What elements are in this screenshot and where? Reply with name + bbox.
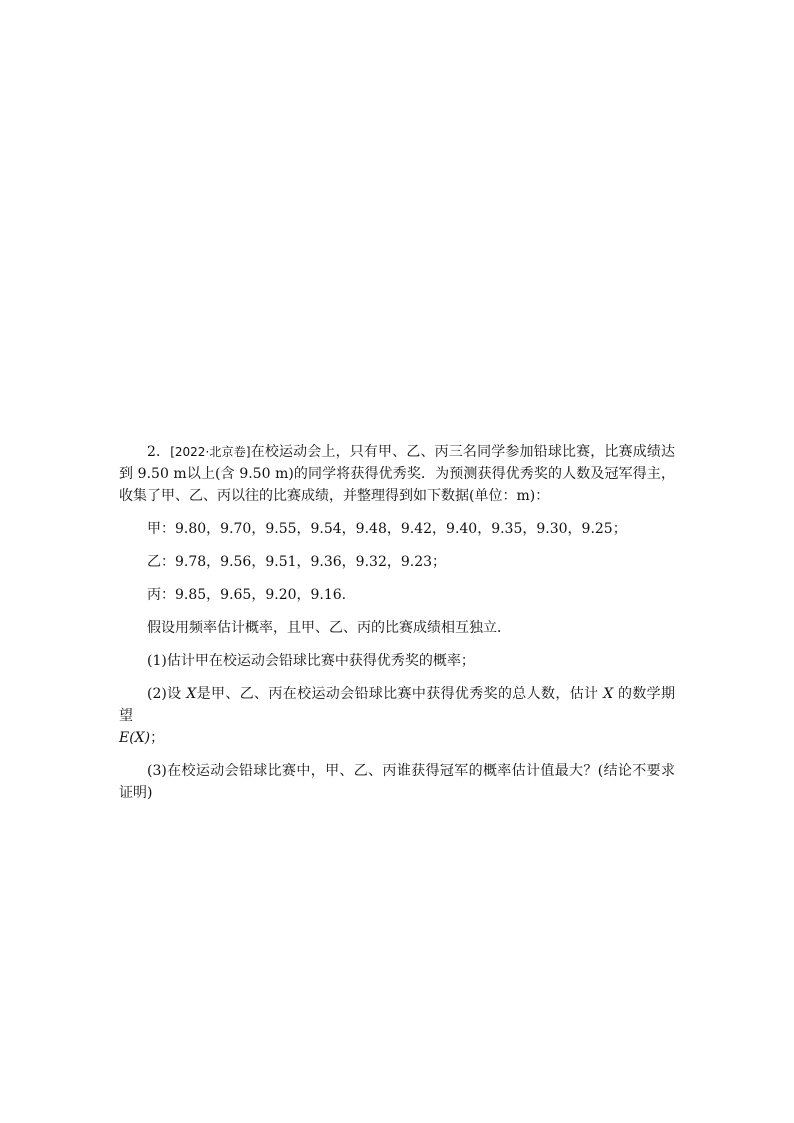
part-2-end: ；: [150, 730, 165, 746]
data-row-jia: 甲：9.80，9.70，9.55，9.54，9.48，9.42，9.40，9.35，9.30，9.25；: [147, 521, 627, 537]
question-part-3: (3)在校运动会铅球比赛中，甲、乙、丙谁获得冠军的概率估计值最大？(结论不要求证明): [119, 763, 675, 801]
part-2-suffix: 的数学期望: [119, 686, 676, 724]
question-source: [2022·北京卷]: [170, 445, 251, 459]
question-intro: [119, 441, 675, 507]
question-part-2: [119, 683, 675, 749]
data-row-yi: 乙：9.78，9.56，9.51，9.36，9.32，9.23；: [147, 554, 447, 570]
question-number: 2．: [147, 444, 171, 460]
part-2-middle: 是甲、乙、丙在校运动会铅球比赛中获得优秀奖的总人数，估计: [196, 686, 599, 702]
part-2-variable-x: X: [186, 686, 197, 702]
question-intro-text: 在校运动会上，只有甲、乙、丙三名同学参加铅球比赛，比赛成绩达到 9.50 m以上(含 9.50 m)的同学将获得优秀奖．为预测获得优秀奖的人数及冠军得主，收集了甲、乙、丙以往的比赛成绩，并整理得到如下数据(单位：m)：: [119, 444, 676, 504]
part-2-expectation: E(X): [119, 730, 151, 746]
assumption-text: 假设用频率估计概率，且甲、乙、丙的比赛成绩相互独立．: [147, 620, 511, 636]
part-2-variable-x-second: X: [603, 686, 614, 702]
data-row-bing: 丙：9.85，9.65，9.20，9.16.: [147, 587, 347, 603]
question-part-1: (1)估计甲在校运动会铅球比赛中获得优秀奖的概率；: [147, 653, 475, 669]
part-2-prefix: (2)设: [147, 686, 182, 702]
math-question: [119, 441, 675, 804]
